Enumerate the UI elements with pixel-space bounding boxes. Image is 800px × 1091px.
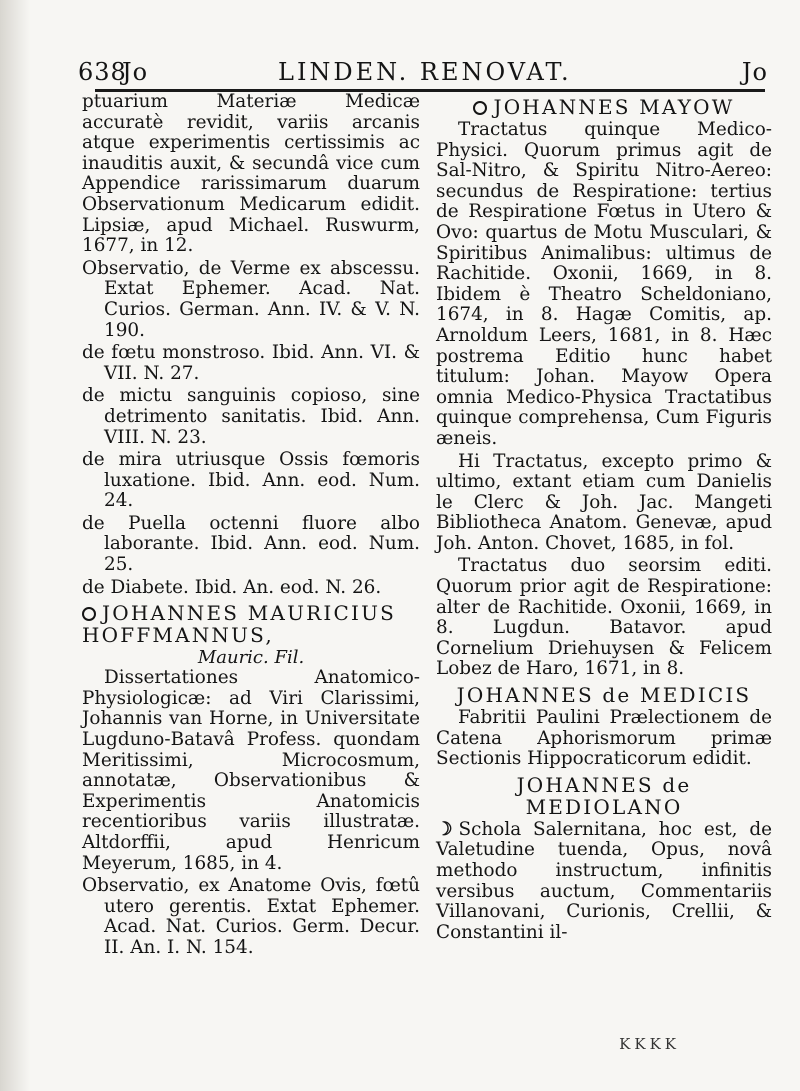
work-entry-text: Schola Salernitana, hoc est, de Valetudine tuenda, Opus, novâ methodo instructum, infinitis versibus auctum, Commentariis Villanovani, Curionis, Crellii, & Constantini il- xyxy=(436,818,772,943)
work-entry xyxy=(436,820,772,944)
observation-entry: de Diabete. Ibid. An. eod. N. 26. xyxy=(82,576,382,598)
entry-continuation: ptuarium Materiæ Medicæ accuratè revidit, variis arcanis atque experimentis certissimis ac inauditis auxit, & secundâ vice cum Appendice rarissimarum duarum Observationum Medicarum edidit. Lipsiæ, apud Michael. Ruswurm, 1677, in 12. xyxy=(82,91,420,257)
author-subtitle: Mauric. Fil. xyxy=(197,647,305,669)
observation-entry: Observatio, de Verme ex abscessu. Extat Ephemer. Acad. Nat. Curios. German. Ann. IV. & V. N. 190. xyxy=(82,257,420,341)
right-column xyxy=(436,92,772,945)
observation-entry: de mira utriusque Ossis fœmoris luxatione. Ibid. Ann. eod. Num. 24. xyxy=(82,449,420,512)
work-entry: Hi Tractatus, excepto primo & ultimo, extant etiam cum Danielis le Clerc & Joh. Jac. Mangeti Bibliotheca Anatom. Genevæ, apud Joh. Anton. Chovet, 1685, in fol. xyxy=(436,450,772,554)
running-head-left-tag: Jo xyxy=(122,58,149,86)
running-head xyxy=(78,56,768,90)
author-heading-text: JOHANNES MAYOW xyxy=(493,95,735,119)
work-entry: Tractatus duo seorsim editi. Quorum prior agit de Respiratione: alter de Rachitide. Oxonii, 1669, in 8. Lugdun. Batavor. apud Cornelium Driehuysen & Felicem Lobez de Haro, 1671, in 8. xyxy=(436,555,772,680)
running-head-title: LINDEN. RENOVAT. xyxy=(278,58,572,86)
observation-entry: de mictu sanguinis copioso, sine detrimento sanitatis. Ibid. Ann. VIII. N. 23. xyxy=(82,385,420,448)
author-heading: JOHANNES de MEDIOLANO xyxy=(516,772,692,819)
moon-ornament-icon: ☽ xyxy=(436,818,453,840)
observation-entry: Observatio, ex Anatome Ovis, fœtû utero gerentis. Extat Ephemer. Acad. Nat. Curios. Germ. Decur. II. An. I. N. 154. xyxy=(82,875,420,958)
running-head-right-tag: Jo xyxy=(741,58,768,86)
catchword: KKKK xyxy=(619,1035,680,1053)
work-entry: Fabritii Paulini Prælectionem de Catena Aphorismorum primæ Sectionis Hippocraticorum edidit. xyxy=(436,707,772,770)
author-heading-text: JOHANNES MAURICIUS HOFFMANNUS, xyxy=(82,601,397,648)
sun-ornament-icon xyxy=(473,101,487,115)
sun-ornament-icon xyxy=(82,607,96,621)
author-heading: JOHANNES de MEDICIS xyxy=(456,683,752,708)
author-heading xyxy=(436,96,772,118)
author-heading xyxy=(82,602,420,646)
work-entry: Dissertationes Anatomico-Physiologicæ: ad Viri Clarissimi, Johannis van Horne, in Universitate Lugduno-Batavâ Profess. quondam Meritissimi, Microcosmum, annotatæ, Observationibus & Experimentis Anatomicis recentioribus variis illustratæ. Altdorffii, apud Henricum Meyerum, 1685, in 4. xyxy=(82,667,420,874)
gutter-shadow xyxy=(0,0,30,1091)
work-entry: Tractatus quinque Medico-Physici. Quorum primus agit de Sal-Nitro, & Spiritu Nitro-Aereo: secundus de Respiratione: tertius de Respiratione Fœtus in Utero & Ovo: quartus de Motu Musculari, & Spiritibus Animalibus: ultimus de Rachitide. Oxonii, 1669, in 8. Ibidem è Theatro Scheldoniano, 1674, in 8. Hagæ Comitis, ap. Arnoldum Leers, 1681, in 8. Hæc postrema Editio hunc habet titulum: Johan. Mayow Opera omnia Medico-Physica Tractatibus quinque comprehensa, Cum Figuris æneis. xyxy=(436,119,772,449)
page-number: 638 xyxy=(78,58,127,86)
observation-entry: de Puella octenni fluore albo laborante. Ibid. Ann. eod. Num. 25. xyxy=(82,512,420,576)
observation-entry: de fœtu monstroso. Ibid. Ann. VI. & VII. N. 27. xyxy=(82,342,420,384)
left-column xyxy=(82,92,420,961)
